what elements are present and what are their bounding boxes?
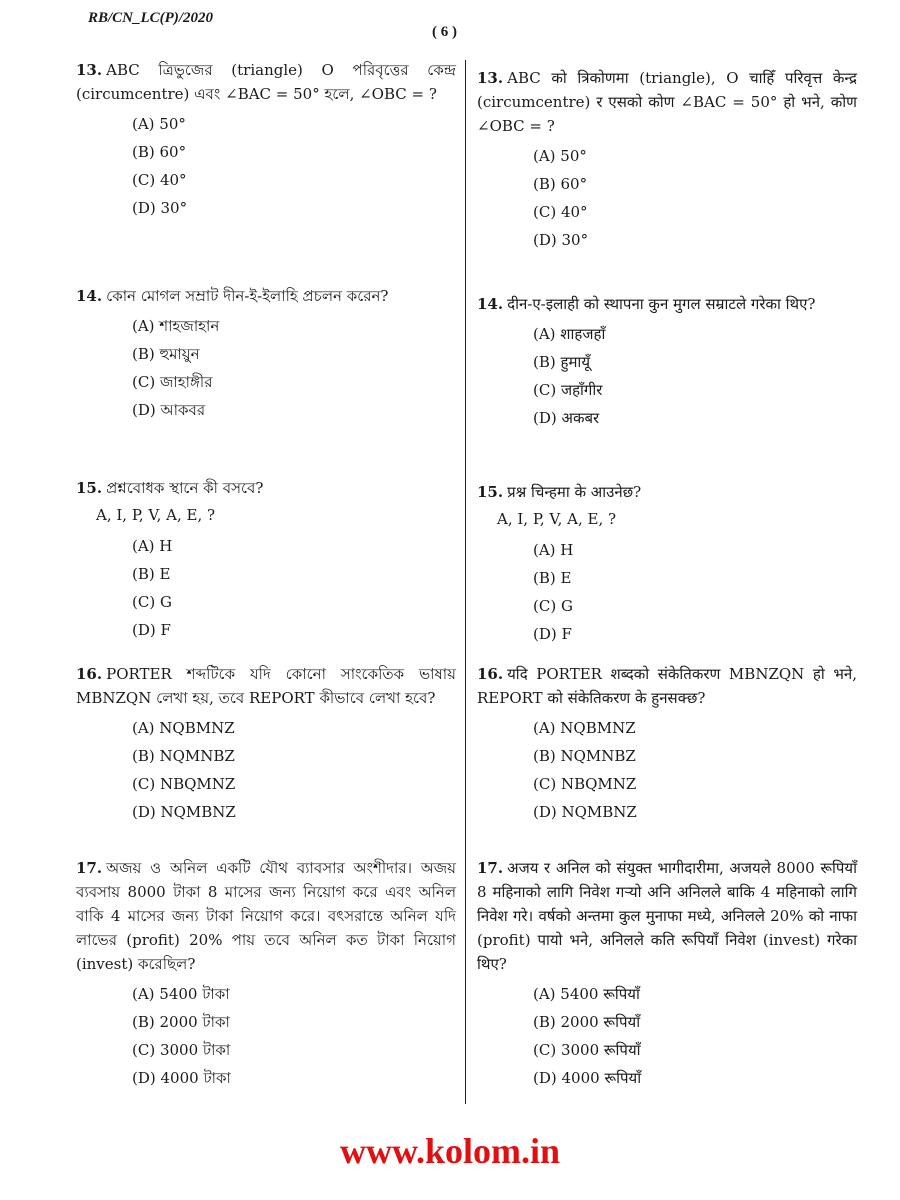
question-text: प्रश्न चिन्हमा के आउनेछ?	[507, 483, 642, 501]
letter-sequence: A, I, P, V, A, E, ?	[497, 510, 617, 528]
option-b: (B) NQMNBZ	[533, 747, 636, 765]
option-b: (B) 60°	[533, 175, 588, 193]
question-text: यदि PORTER शब्दको संकेतिकरण MBNZQN हो भने, REPORT को संकेतिकरण के हुनसक्छ?	[477, 665, 857, 707]
question-text: PORTER শব্দটিকে যদি কোনো সাংকেতিক ভাষায় MBNZQN লেখা হয়, তবে REPORT কীভাবে লেখা হবে?	[76, 665, 456, 707]
letter-sequence: A, I, P, V, A, E, ?	[96, 506, 216, 524]
question-text: ABC को त्रिकोणमा (triangle), O चाहिँ परिवृत्त केन्द्र (circumcentre) र एसको कोण ∠BAC = 50° हो भने, कोण ∠OBC = ?	[477, 69, 857, 135]
option-a: (A) 50°	[533, 147, 587, 165]
page-number: ( 6 )	[432, 24, 457, 40]
question-number: 15.	[76, 479, 103, 497]
question-15-nepali	[477, 480, 857, 648]
option-d: (D) 30°	[533, 231, 589, 249]
question-number: 14.	[477, 295, 504, 313]
option-a: (A) शाहजहाँ	[533, 325, 606, 343]
option-b: (B) হুমায়ুন	[132, 345, 200, 363]
question-number: 16.	[477, 665, 504, 683]
question-number: 15.	[477, 483, 504, 501]
question-number: 13.	[477, 69, 504, 87]
question-16-bengali	[76, 662, 456, 826]
question-text: ABC ত্রিভুজের (triangle) O পরিবৃত্তের কেন্দ্র (circumcentre) এবং ∠BAC = 50° হলে, ∠OBC = ?	[76, 61, 456, 103]
option-b: (B) E	[533, 569, 572, 587]
question-number: 14.	[76, 287, 103, 305]
option-c: (C) G	[533, 597, 573, 615]
question-15-bengali	[76, 476, 456, 644]
question-13-bengali	[76, 58, 456, 222]
option-b: (B) 60°	[132, 143, 187, 161]
question-text: কোন মোগল সম্রাট দীন-ই-ইলাহি প্রচলন করেন?	[106, 287, 389, 305]
option-c: (C) 3000 টাকা	[132, 1041, 231, 1059]
option-a: (A) 5400 টাকা	[132, 985, 230, 1003]
option-b: (B) 2000 रूपियाँ	[533, 1013, 641, 1031]
question-number: 17.	[76, 859, 103, 877]
option-d: (D) NQMBNZ	[132, 803, 236, 821]
question-17-bengali	[76, 856, 456, 1092]
column-divider	[465, 60, 466, 1104]
option-c: (C) 40°	[533, 203, 588, 221]
option-d: (D) अकबर	[533, 409, 600, 427]
option-a: (A) H	[533, 541, 574, 559]
option-c: (C) G	[132, 593, 172, 611]
question-number: 13.	[76, 61, 103, 79]
option-d: (D) F	[533, 625, 572, 643]
question-text: প্রশ্নবোধক স্থানে কী বসবে?	[106, 479, 264, 497]
option-a: (A) শাহজাহান	[132, 317, 220, 335]
option-b: (B) हुमायूँ	[533, 353, 591, 371]
option-c: (C) NBQMNZ	[132, 775, 236, 793]
option-d: (D) NQMBNZ	[533, 803, 637, 821]
option-d: (D) 30°	[132, 199, 188, 217]
option-c: (C) 3000 रूपियाँ	[533, 1041, 641, 1059]
question-16-nepali	[477, 662, 857, 826]
question-number: 16.	[76, 665, 103, 683]
paper-code: RB/CN_LC(P)/2020	[88, 10, 214, 26]
option-a: (A) NQBMNZ	[533, 719, 636, 737]
question-text: दीन-ए-इलाही को स्थापना कुन मुगल सम्राटले गरेका थिए?	[507, 295, 816, 313]
option-b: (B) NQMNBZ	[132, 747, 235, 765]
option-d: (D) 4000 रूपियाँ	[533, 1069, 642, 1087]
question-14-bengali	[76, 284, 456, 424]
question-text: अजय र अनिल को संयुक्त भागीदारीमा, अजयले 8000 रूपियाँ 8 महिनाको लागि निवेश गऱ्यो अनि अनिलले बाकि 4 महिनाको लागि निवेश गरे। वर्षको अन्तमा कुल मुनाफा मध्ये, अनिलले 20% को नाफा (profit) पायो भने, अनिलले कति रूपियाँ निवेश (invest) गरेका थिए?	[477, 859, 857, 973]
option-d: (D) 4000 টাকা	[132, 1069, 231, 1087]
option-b: (B) 2000 টাকা	[132, 1013, 230, 1031]
question-17-nepali	[477, 856, 857, 1092]
option-a: (A) 5400 रूपियाँ	[533, 985, 640, 1003]
question-14-nepali	[477, 292, 857, 432]
option-c: (C) जहाँगीर	[533, 381, 603, 399]
option-a: (A) NQBMNZ	[132, 719, 235, 737]
option-c: (C) জাহাঙ্গীর	[132, 373, 213, 391]
option-c: (C) NBQMNZ	[533, 775, 637, 793]
question-text: অজয় ও অনিল একটি যৌথ ব্যাবসার অংশীদার। অজয় ব্যবসায় 8000 টাকা 8 মাসের জন্য নিয়োগ করে এবং অনিল বাকি 4 মাসের জন্য টাকা নিয়োগ করে। বৎসরান্তে অনিল যদি লাভের (profit) 20% পায় তবে অনিল কত টাকা নিয়োগ (invest) করেছিল?	[76, 859, 456, 973]
question-number: 17.	[477, 859, 504, 877]
website-link[interactable]: www.kolom.in	[339, 1131, 561, 1171]
option-a: (A) 50°	[132, 115, 186, 133]
option-b: (B) E	[132, 565, 171, 583]
option-d: (D) আকবর	[132, 401, 206, 419]
option-c: (C) 40°	[132, 171, 187, 189]
option-a: (A) H	[132, 537, 173, 555]
option-d: (D) F	[132, 621, 171, 639]
question-13-nepali	[477, 66, 857, 254]
